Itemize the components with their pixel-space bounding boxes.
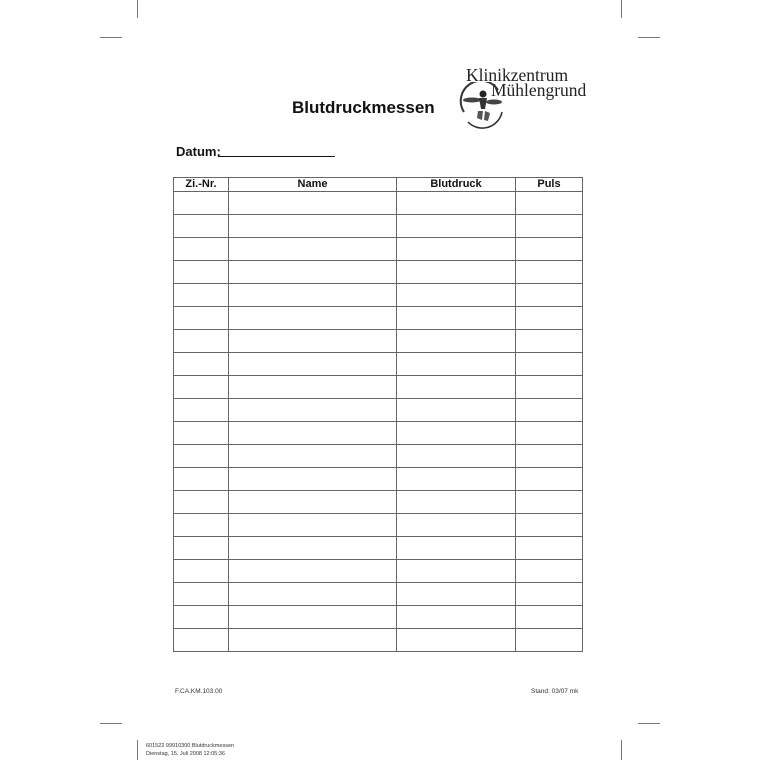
crop-mark-right-top	[638, 37, 660, 38]
table-row	[174, 514, 583, 537]
blood-pressure-cell[interactable]	[397, 422, 516, 445]
blood-pressure-cell[interactable]	[397, 583, 516, 606]
pulse-cell[interactable]	[516, 238, 583, 261]
table-row	[174, 192, 583, 215]
header-pulse: Puls	[516, 178, 583, 192]
pulse-cell[interactable]	[516, 330, 583, 353]
pulse-cell[interactable]	[516, 376, 583, 399]
date-label: Datum:	[176, 144, 221, 159]
pulse-cell[interactable]	[516, 399, 583, 422]
clinic-logo	[458, 60, 598, 132]
blood-pressure-cell[interactable]	[397, 353, 516, 376]
room-number-cell[interactable]	[174, 238, 229, 261]
pulse-cell[interactable]	[516, 560, 583, 583]
blood-pressure-cell[interactable]	[397, 606, 516, 629]
room-number-cell[interactable]	[174, 629, 229, 652]
blood-pressure-cell[interactable]	[397, 445, 516, 468]
logo-line-2: Mühlengrund	[491, 80, 587, 100]
name-cell[interactable]	[229, 537, 397, 560]
room-number-cell[interactable]	[174, 330, 229, 353]
pulse-cell[interactable]	[516, 583, 583, 606]
name-cell[interactable]	[229, 284, 397, 307]
crop-mark-right-bottom	[638, 723, 660, 724]
blood-pressure-cell[interactable]	[397, 261, 516, 284]
blood-pressure-cell[interactable]	[397, 238, 516, 261]
name-cell[interactable]	[229, 422, 397, 445]
print-slug-line-1: 601522 99910300 Blutdruckmessen	[146, 743, 235, 749]
name-cell[interactable]	[229, 583, 397, 606]
name-cell[interactable]	[229, 330, 397, 353]
room-number-cell[interactable]	[174, 376, 229, 399]
name-cell[interactable]	[229, 307, 397, 330]
table-row	[174, 537, 583, 560]
room-number-cell[interactable]	[174, 399, 229, 422]
room-number-cell[interactable]	[174, 353, 229, 376]
measurement-table	[173, 177, 583, 652]
blood-pressure-cell[interactable]	[397, 399, 516, 422]
name-cell[interactable]	[229, 399, 397, 422]
room-number-cell[interactable]	[174, 284, 229, 307]
pulse-cell[interactable]	[516, 215, 583, 238]
table-row	[174, 491, 583, 514]
table-row	[174, 445, 583, 468]
date-field[interactable]	[218, 156, 335, 157]
blood-pressure-cell[interactable]	[397, 307, 516, 330]
blood-pressure-cell[interactable]	[397, 330, 516, 353]
room-number-cell[interactable]	[174, 307, 229, 330]
table-header-row	[174, 178, 583, 192]
table-row	[174, 330, 583, 353]
name-cell[interactable]	[229, 560, 397, 583]
blood-pressure-cell[interactable]	[397, 284, 516, 307]
table-body	[174, 192, 583, 652]
pulse-cell[interactable]	[516, 491, 583, 514]
name-cell[interactable]	[229, 376, 397, 399]
pulse-cell[interactable]	[516, 353, 583, 376]
pulse-cell[interactable]	[516, 422, 583, 445]
room-number-cell[interactable]	[174, 422, 229, 445]
form-title: Blutdruckmessen	[292, 98, 435, 117]
blood-pressure-cell[interactable]	[397, 560, 516, 583]
table-row	[174, 215, 583, 238]
name-cell[interactable]	[229, 514, 397, 537]
name-cell[interactable]	[229, 491, 397, 514]
print-slug-line-2: Dienstag, 15. Juli 2008 12:05:36	[146, 751, 225, 757]
logo-line-1: Klinikzentrum	[466, 65, 569, 85]
header-blood-pressure: Blutdruck	[397, 178, 516, 192]
pulse-cell[interactable]	[516, 445, 583, 468]
room-number-cell[interactable]	[174, 215, 229, 238]
room-number-cell[interactable]	[174, 514, 229, 537]
name-cell[interactable]	[229, 606, 397, 629]
table-row	[174, 376, 583, 399]
header-room-number: Zi.-Nr.	[174, 178, 229, 192]
name-cell[interactable]	[229, 353, 397, 376]
pulse-cell[interactable]	[516, 537, 583, 560]
blood-pressure-cell[interactable]	[397, 192, 516, 215]
crop-mark-bottom-left	[137, 740, 138, 760]
table-row	[174, 560, 583, 583]
room-number-cell[interactable]	[174, 192, 229, 215]
room-number-cell[interactable]	[174, 468, 229, 491]
pulse-cell[interactable]	[516, 261, 583, 284]
crop-mark-top-left	[137, 0, 138, 18]
clinic-emblem-icon	[458, 82, 508, 132]
table-row	[174, 261, 583, 284]
room-number-cell[interactable]	[174, 445, 229, 468]
header-name: Name	[229, 178, 397, 192]
crop-mark-top-right	[621, 0, 622, 18]
blood-pressure-cell[interactable]	[397, 468, 516, 491]
pulse-cell[interactable]	[516, 629, 583, 652]
blood-pressure-cell[interactable]	[397, 376, 516, 399]
crop-mark-bottom-right	[621, 740, 622, 760]
revision-stand: Stand: 03/07 mk	[531, 688, 579, 695]
blood-pressure-cell[interactable]	[397, 514, 516, 537]
table-row	[174, 629, 583, 652]
blood-pressure-cell[interactable]	[397, 215, 516, 238]
name-cell[interactable]	[229, 192, 397, 215]
table-row	[174, 238, 583, 261]
pulse-cell[interactable]	[516, 284, 583, 307]
pulse-cell[interactable]	[516, 192, 583, 215]
room-number-cell[interactable]	[174, 560, 229, 583]
name-cell[interactable]	[229, 238, 397, 261]
name-cell[interactable]	[229, 468, 397, 491]
room-number-cell[interactable]	[174, 491, 229, 514]
crop-mark-left-top	[100, 37, 122, 38]
name-cell[interactable]	[229, 629, 397, 652]
pulse-cell[interactable]	[516, 606, 583, 629]
table-row	[174, 606, 583, 629]
table-row	[174, 468, 583, 491]
table-row	[174, 583, 583, 606]
room-number-cell[interactable]	[174, 606, 229, 629]
table-row	[174, 284, 583, 307]
pulse-cell[interactable]	[516, 514, 583, 537]
table-row	[174, 307, 583, 330]
table-row	[174, 399, 583, 422]
table-row	[174, 422, 583, 445]
name-cell[interactable]	[229, 215, 397, 238]
name-cell[interactable]	[229, 445, 397, 468]
name-cell[interactable]	[229, 261, 397, 284]
table-row	[174, 353, 583, 376]
pulse-cell[interactable]	[516, 468, 583, 491]
blood-pressure-cell[interactable]	[397, 629, 516, 652]
room-number-cell[interactable]	[174, 583, 229, 606]
room-number-cell[interactable]	[174, 537, 229, 560]
blood-pressure-cell[interactable]	[397, 537, 516, 560]
crop-mark-left-bottom	[100, 723, 122, 724]
pulse-cell[interactable]	[516, 307, 583, 330]
blood-pressure-cell[interactable]	[397, 491, 516, 514]
room-number-cell[interactable]	[174, 261, 229, 284]
form-code: F.CA.KM.103.00	[175, 688, 223, 695]
